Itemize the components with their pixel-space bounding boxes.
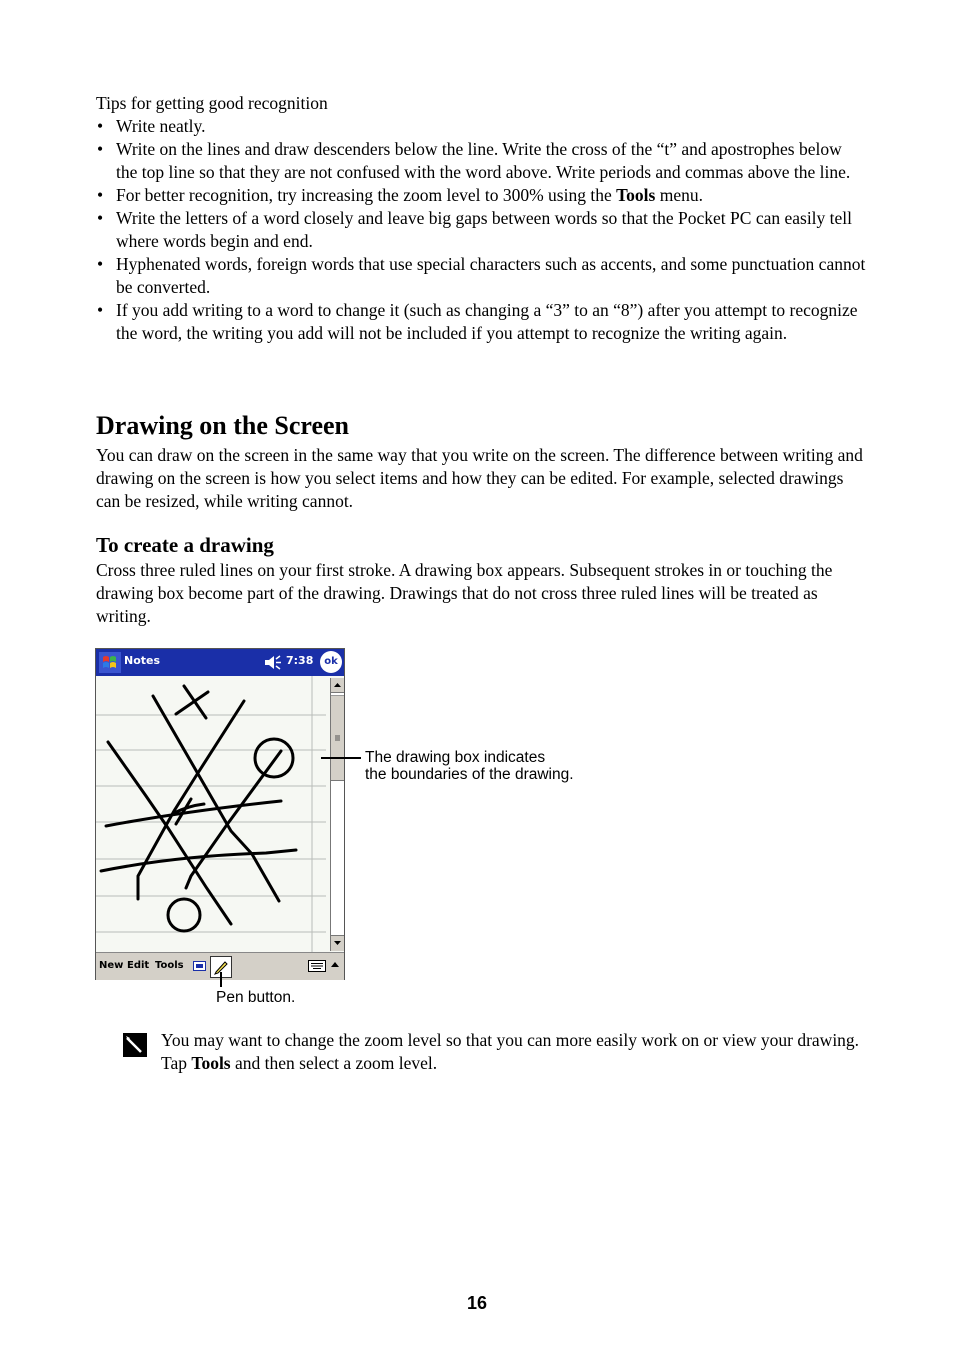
tip-text: For better recognition, try increasing the zoom level to 300% using the	[116, 185, 617, 205]
tips-heading: Tips for getting good recognition	[96, 93, 328, 113]
title-bar	[96, 649, 344, 676]
list-item: • Write on the lines and draw descenders below the line. Write the cross of the “t” and apostrophes below the top line so that they are not confused with the word above. Write periods and commas above the line.	[96, 138, 866, 184]
tic-tac-toe-drawing	[101, 686, 296, 931]
list-item	[96, 184, 866, 207]
grip-icon	[331, 696, 344, 780]
pen-button-callout: Pen button.	[216, 989, 296, 1006]
callout-line	[321, 757, 361, 759]
drawing-box-callout	[365, 749, 574, 783]
scroll-thumb[interactable]	[331, 695, 344, 781]
vertical-scrollbar[interactable]	[330, 678, 344, 951]
list-item: • If you add writing to a word to change it (such as changing a “3” to an “8”) after you attempt to recognize the word, the writing you add will not be included if you attempt to recognize the writing again.	[96, 299, 866, 345]
ok-button[interactable]: ok	[320, 651, 342, 673]
callout-line	[220, 972, 222, 987]
section-paragraph: You can draw on the screen in the same way that you write on the screen. The difference between writing and drawing on the screen is how you select items and how they can be edited. For example, selected drawings can be resized, while writing cannot.	[96, 445, 863, 511]
clock[interactable]: 7:38	[286, 654, 314, 667]
note-text: You may want to change the zoom level so that you can more easily work on or view your drawing. Tap	[161, 1030, 860, 1073]
menu-tools[interactable]: Tools	[155, 960, 184, 971]
speaker-icon[interactable]	[264, 655, 282, 670]
app-title: Notes	[124, 654, 161, 667]
windows-start-icon[interactable]	[99, 652, 121, 673]
menu-new[interactable]: New	[99, 960, 124, 971]
recording-icon[interactable]	[193, 961, 206, 971]
tips-list	[96, 115, 866, 345]
tip-text: menu.	[655, 185, 703, 205]
note-paragraph	[161, 1029, 871, 1075]
tools-menu-name: Tools	[616, 185, 656, 205]
callout-text: The drawing box indicates	[365, 749, 546, 766]
page-number: 16	[466, 1293, 488, 1313]
section-title: Drawing on the Screen	[96, 411, 350, 440]
list-item: • Write neatly.	[96, 115, 866, 138]
pocket-pc-screenshot	[96, 649, 344, 979]
subsection-paragraph: Cross three ruled lines on your first stroke. A drawing box appears. Subsequent strokes in or touching the drawing box become part of the drawing. Drawings that do not cross three ruled lines will be treated as writing.	[96, 560, 833, 626]
menu-edit[interactable]: Edit	[127, 960, 150, 971]
input-menu-arrow-icon[interactable]	[330, 959, 340, 971]
note-text: and then select a zoom level.	[230, 1053, 438, 1073]
scroll-down-button[interactable]	[331, 935, 344, 951]
up-arrow-icon	[331, 678, 344, 692]
scroll-up-button[interactable]	[331, 678, 344, 693]
down-arrow-icon	[331, 936, 344, 951]
list-item: • Hyphenated words, foreign words that use special characters such as accents, and some punctuation cannot be converted.	[96, 253, 866, 299]
note-pen-icon	[123, 1033, 147, 1057]
subsection-title: To create a drawing	[96, 533, 274, 557]
tools-menu-name: Tools	[191, 1053, 231, 1073]
drawing-canvas[interactable]	[96, 676, 330, 952]
list-item: • Write the letters of a word closely and leave big gaps between words so that the Pocket PC can easily tell where words begin and end.	[96, 207, 866, 253]
callout-text: the boundaries of the drawing.	[365, 766, 574, 783]
keyboard-icon[interactable]	[308, 960, 326, 972]
